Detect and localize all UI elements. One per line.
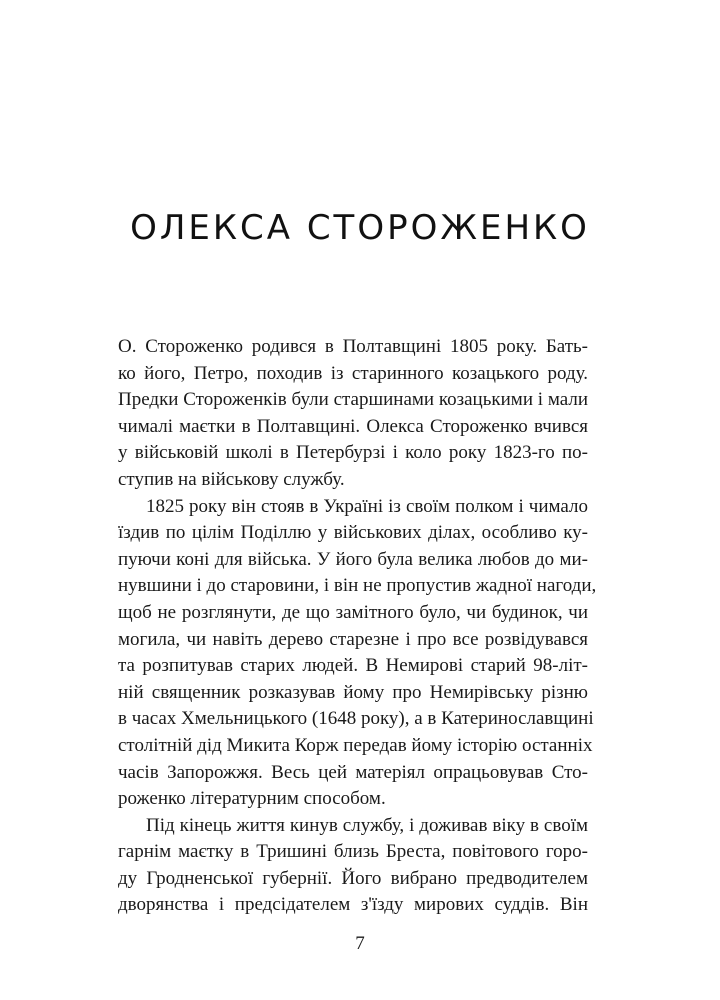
text-line: ній священник розказував йому про Немирівську різню [118, 681, 588, 703]
text-line: нувшини і до старовини, і він не пропустив жадної нагоди, [118, 575, 597, 597]
text-line: могила, чи навіть дерево старезне і про все розвідувався [118, 628, 588, 650]
text-line: Під кінець життя кинув службу, і доживав віку в своїм [146, 814, 588, 836]
text-line: пуючи коні для війська. У його була велика любов до ми- [118, 548, 588, 570]
text-line: роженко літературним способом. [118, 788, 386, 810]
text-line: та розпитував старих людей. В Немирові старий 98-літ- [118, 655, 588, 677]
page-number: 7 [355, 933, 365, 954]
chapter-title: ОЛЕКСА СТОРОЖЕНКО [130, 208, 590, 248]
text-line: гарнім маєтку в Тришині близь Бреста, повітового горо- [118, 841, 588, 863]
text-line: Предки Стороженків були старшинами козацькими і мали [118, 389, 588, 411]
text-line: ступив на військову службу. [118, 468, 345, 490]
text-line: ко його, Петро, походив із старинного козацького роду. [118, 362, 588, 384]
text-line: О. Стороженко родився в Полтавщині 1805 року. Бать- [118, 336, 588, 357]
text-line: часів Запорожжя. Весь цей матеріял опрацьовував Сто- [118, 761, 588, 783]
text-line: чималі маєтки в Полтавщині. Олекса Стороженко вчився [118, 415, 588, 437]
text-line: щоб не розглянути, де що замітного було, чи будинок, чи [118, 601, 588, 623]
text-line: їздив по цілім Поділлю у військових ділах, особливо ку- [118, 522, 588, 544]
text-line: 1825 року він стояв в Україні із своїм полком і чимало [146, 495, 588, 517]
text-line: ду Гродненської губернії. Його вибрано предводителем [118, 867, 588, 889]
text-line: у військовій школі в Петербурзі і коло року 1823-го по- [118, 442, 588, 464]
text-line: в часах Хмельницького (1648 року), а в Катеринославщині [118, 708, 594, 730]
text-line: дворянства і предсідателем з'їзду мирових суддів. Він [118, 894, 588, 916]
body-text [118, 334, 597, 919]
text-line: столітній дід Микита Корж передав йому історію останніх [118, 734, 593, 756]
